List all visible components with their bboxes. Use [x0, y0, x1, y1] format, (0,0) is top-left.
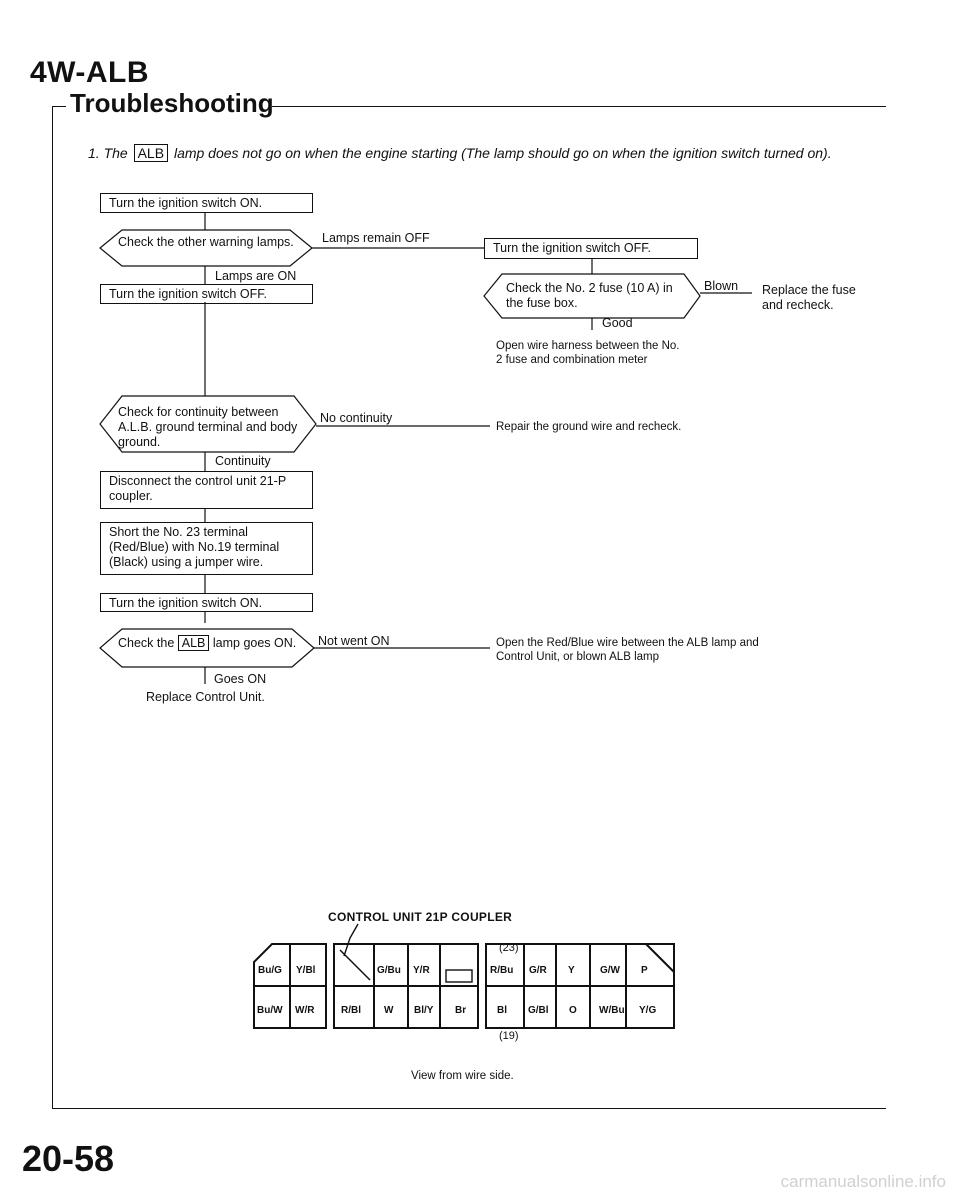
branch-lamps-remain-off: Lamps remain OFF: [322, 231, 430, 245]
step-ignition-on: Turn the ignition switch ON.: [100, 193, 313, 213]
result-open-wire-harness: Open wire harness between the No. 2 fuse and combination meter: [496, 340, 680, 366]
step-disconnect-coupler: Disconnect the control unit 21-P coupler.: [100, 471, 313, 509]
result-replace-fuse: Replace the fuse and recheck.: [762, 283, 856, 312]
pin-19-label: (19): [499, 1030, 519, 1042]
result-replace-control-unit: Replace Control Unit.: [146, 690, 265, 704]
branch-good: Good: [602, 316, 633, 330]
coupler-diagram: [250, 940, 690, 1050]
branch-goes-on: Goes ON: [214, 672, 267, 686]
step-check-alb-prefix: Check the: [118, 636, 178, 650]
step-check-alb-suffix: lamp goes ON.: [209, 636, 297, 650]
coupler-cell: G/W: [600, 965, 620, 976]
coupler-cell: Y/R: [413, 965, 430, 976]
step-ignition-off-right: Turn the ignition switch OFF.: [484, 238, 698, 259]
coupler-cell: Bl: [497, 1005, 507, 1016]
result-repair-ground: Repair the ground wire and recheck.: [496, 421, 682, 433]
pin-23-label: (23): [499, 942, 519, 954]
coupler-cell: Bl/Y: [414, 1005, 434, 1016]
step-check-alb-lamp: [118, 636, 298, 651]
step-short-terminals: Short the No. 23 terminal (Red/Blue) with No.19 terminal (Black) using a jumper wire.: [100, 522, 313, 575]
step-check-continuity: Check for continuity between A.L.B. ground terminal and body ground.: [118, 405, 298, 449]
alb-lamp-label: ALB: [178, 635, 210, 651]
coupler-cell: W/R: [295, 1005, 315, 1016]
step-ignition-off-left: Turn the ignition switch OFF.: [100, 284, 313, 304]
coupler-cell: W/Bu: [599, 1005, 625, 1016]
watermark: carmanualsonline.info: [780, 1172, 946, 1191]
symptom-prefix: 1. The: [88, 145, 132, 161]
coupler-caption: View from wire side.: [411, 1070, 514, 1082]
pin-23-number: 23: [502, 942, 515, 954]
step-check-fuse: Check the No. 2 fuse (10 A) in the fuse box.: [506, 281, 673, 310]
coupler-cell: Y/G: [639, 1005, 657, 1016]
coupler-cell: O: [569, 1005, 577, 1016]
branch-no-continuity: No continuity: [320, 411, 393, 425]
pin-19-number: 19: [502, 1030, 515, 1042]
coupler-cell: G/Bu: [377, 965, 401, 976]
result-open-red-blue-wire: Open the Red/Blue wire between the ALB lamp and Control Unit, or blown ALB lamp: [496, 637, 759, 663]
coupler-cell: Bu/W: [257, 1005, 283, 1016]
alb-indicator-label: ALB: [134, 144, 168, 162]
symptom-suffix: lamp does not go on when the engine starting (The lamp should go on when the ignition switch turned on).: [170, 145, 832, 161]
coupler-cell: Br: [455, 1005, 467, 1016]
coupler-title: CONTROL UNIT 21P COUPLER: [328, 910, 513, 924]
coupler-cell: W: [384, 1005, 394, 1016]
step-ignition-on-again: Turn the ignition switch ON.: [100, 593, 313, 612]
coupler-cell: Y: [568, 965, 575, 976]
coupler-cell: Bu/G: [258, 965, 282, 976]
branch-continuity: Continuity: [215, 454, 271, 468]
step-check-warning-lamps: Check the other warning lamps.: [118, 235, 294, 249]
coupler-cell: G/R: [529, 965, 547, 976]
branch-not-went-on: Not went ON: [318, 634, 390, 648]
coupler-cell: Y/Bl: [296, 965, 316, 976]
coupler-cell: G/Bl: [528, 1005, 549, 1016]
coupler-cell: R/Bl: [341, 1005, 361, 1016]
branch-lamps-on: Lamps are ON: [215, 269, 297, 283]
coupler-cell: P: [641, 965, 648, 976]
page-title: 4W-ALB: [30, 56, 150, 89]
section-heading: Troubleshooting: [70, 88, 274, 118]
page-number: 20-58: [22, 1138, 115, 1179]
branch-blown: Blown: [704, 279, 739, 293]
coupler-cell: R/Bu: [490, 965, 514, 976]
